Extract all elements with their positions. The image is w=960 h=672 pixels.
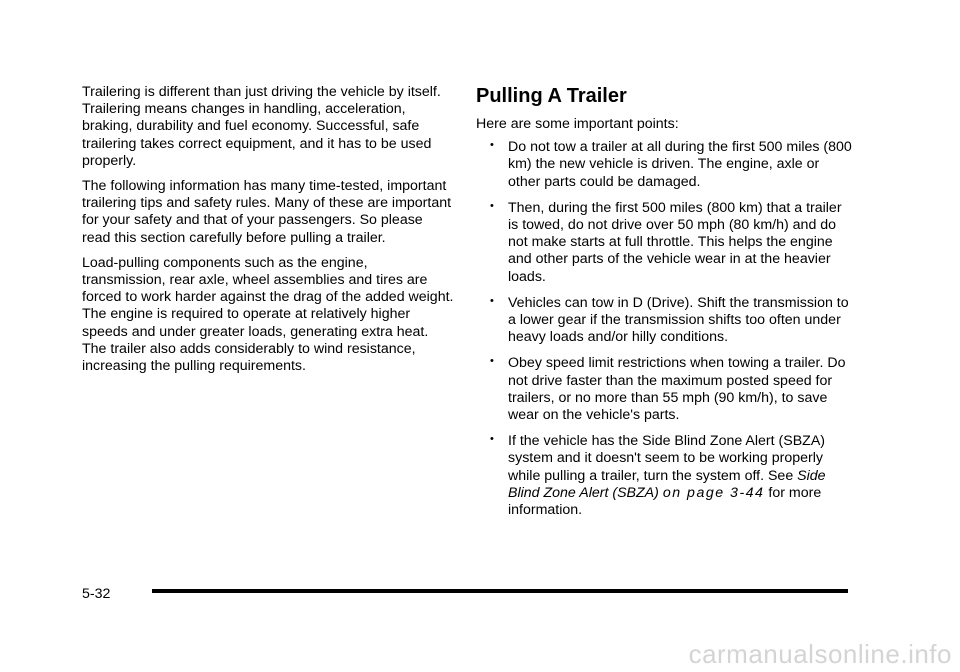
bullet-list [476,139,854,519]
section-heading: Pulling A Trailer [476,85,627,107]
bullet-icon: • [490,139,494,152]
list-item [476,433,854,519]
bullet-text: Do not tow a trailer at all during the first 500 miles (800 km) the new vehicle is driven. The engine, axle or other parts could be damaged. [508,139,852,190]
bullet-text-after: for more information. [508,484,822,519]
list-item [476,295,854,347]
list-item [476,139,854,191]
bullet-text-before: If the vehicle has the Side Blind Zone Alert (SBZA) system and it doesn't seem to be working properly while pulling a trailer, turn the system off. See [508,433,826,484]
cross-reference-page[interactable]: on page 3‑44 [662,484,765,501]
cross-reference-link[interactable]: Side Blind Zone Alert (SBZA) [508,467,826,501]
bullet-icon: • [490,294,494,307]
paragraph-trailering-intro: Trailering is different than just driving the vehicle by itself. Trailering means changes in handling, acceleration, braking, durability and fuel economy. Successful, safe trailering takes correct equipment, and it has to be used properly. [82,84,441,169]
page-number: 5-32 [82,586,111,602]
bullet-icon: • [490,355,494,368]
bullet-text: Obey speed limit restrictions when towing a trailer. Do not drive faster than the maximum posted speed for trailers, or no more than 55 mph (90 km/h), to save wear on the vehicle's parts. [508,355,846,424]
bullet-text: Vehicles can tow in D (Drive). Shift the transmission to a lower gear if the transmission shifts too often under heavy loads and/or hilly conditions. [508,294,849,346]
left-column [82,84,454,383]
paragraph-safety-tips: The following information has many time-tested, important trailering tips and safety rules. Many of these are important for your safety and that of your passengers. So please read this section carefully before pulling a trailer. [82,178,452,246]
list-item [476,200,854,286]
bullet-icon: • [490,433,494,446]
bullet-text: Then, during the first 500 miles (800 km) that a trailer is towed, do not drive over 50 mph (80 km/h) and do not make starts at full throttle. This helps the engine and other parts of the vehicle wear in at the heavier loads. [508,199,842,285]
paragraph-load-components: Load-pulling components such as the engine, transmission, rear axle, wheel assemblies and tires are forced to work harder against the drag of the added weight. The engine is required to operate at relatively higher speeds and under greater loads, generating extra heat. The trailer also adds considerably to wind resistance, increasing the pulling requirements. [82,254,454,375]
bullet-icon: • [490,199,494,212]
bullets-intro: Here are some important points: [476,116,679,132]
watermark: carmanualsonline.info [688,639,952,669]
list-item [476,355,854,424]
footer-rule [152,589,848,593]
right-column [476,84,854,528]
